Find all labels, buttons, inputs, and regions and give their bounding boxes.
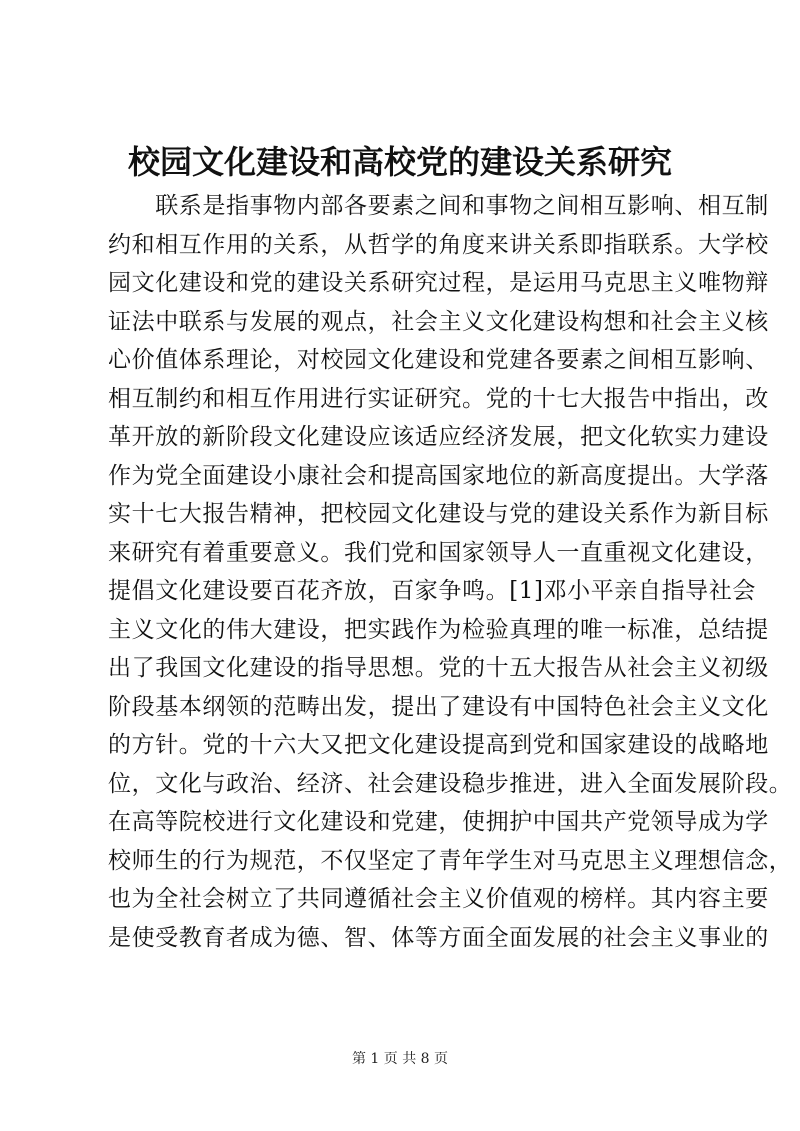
page-number: 第 1 页 共 8 页: [351, 1051, 449, 1067]
document-title: 校园文化建设和高校党的建设关系研究: [127, 143, 672, 181]
body-line: 约和相互作用的关系，从哲学的角度来讲关系即指联系。大学校: [108, 231, 769, 258]
body-line: 是使受教育者成为德、智、体等方面全面发展的社会主义事业的: [108, 924, 769, 951]
body-paragraph: [108, 187, 793, 957]
body-line: 的方针。党的十六大又把文化建设提高到党和国家建设的战略地: [108, 732, 769, 758]
body-line: 实十七大报告精神，把校园文化建设与党的建设关系作为新目标: [108, 501, 769, 527]
body-line: 主义文化的伟大建设，把实践作为检验真理的唯一标准，总结提: [108, 616, 769, 643]
body-line: 心价值体系理论，对校园文化建设和党建各要素之间相互影响、: [108, 347, 769, 373]
body-line: 证法中联系与发展的观点，社会主义文化建设构想和社会主义核: [108, 308, 769, 335]
body-line: 也为全社会树立了共同遵循社会主义价值观的榜样。其内容主要: [108, 886, 769, 912]
body-line: 相互制约和相互作用进行实证研究。党的十七大报告中指出，改: [108, 385, 769, 412]
body-line: 革开放的新阶段文化建设应该适应经济发展，把文化软实力建设: [108, 424, 769, 450]
body-line: 来研究有着重要意义。我们党和国家领导人一直重视文化建设，: [108, 539, 769, 566]
body-line: 阶段基本纲领的范畴出发，提出了建设有中国特色社会主义文化: [108, 693, 769, 720]
body-line: 联系是指事物内部各要素之间和事物之间相互影响、相互制: [108, 193, 769, 219]
body-line: 校师生的行为规范，不仅坚定了青年学生对马克思主义理想信念，: [108, 847, 793, 874]
body-line: 园文化建设和党的建设关系研究过程，是运用马克思主义唯物辩: [108, 270, 769, 296]
body-line: 提倡文化建设要百花齐放，百家争鸣。[1]邓小平亲自指导社会: [108, 578, 756, 604]
body-line: 作为党全面建设小康社会和提高国家地位的新高度提出。大学落: [108, 462, 769, 489]
body-line: 出了我国文化建设的指导思想。党的十五大报告从社会主义初级: [108, 655, 769, 681]
body-line: 位，文化与政治、经济、社会建设稳步推进，进入全面发展阶段。: [108, 770, 793, 797]
body-line: 在高等院校进行文化建设和党建，使拥护中国共产党领导成为学: [108, 809, 769, 835]
